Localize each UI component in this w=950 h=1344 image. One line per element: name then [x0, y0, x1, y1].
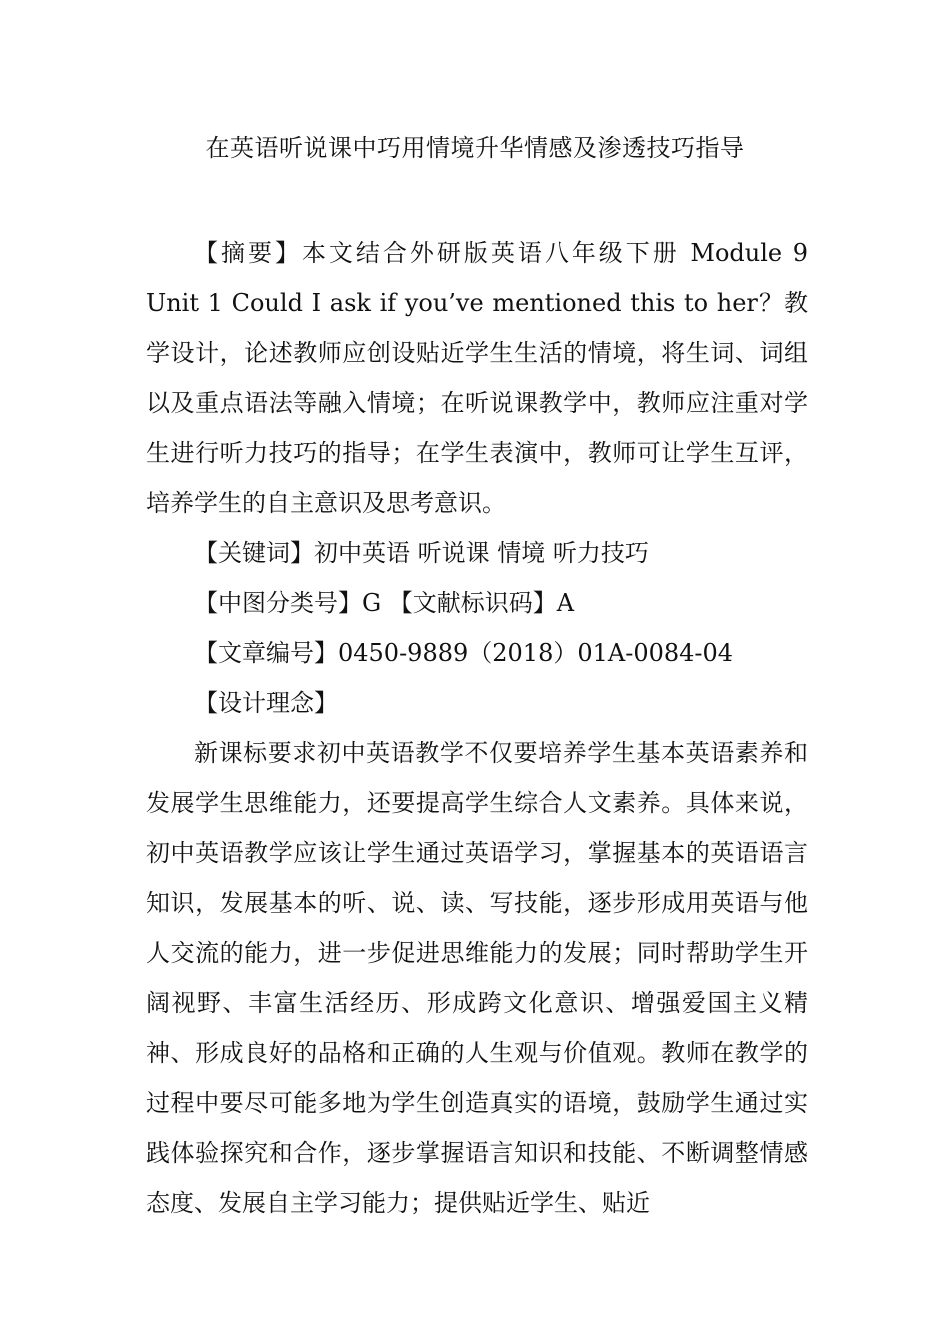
article-number-line: 【文章编号】0450-9889（2018）01A-0084-04: [194, 639, 734, 667]
keywords-line: 【关键词】初中英语 听说课 情境 听力技巧: [194, 539, 649, 567]
section-heading: 【设计理念】: [194, 689, 338, 717]
document-body: [146, 228, 808, 1228]
body-paragraph: 新课标要求初中英语教学不仅要培养学生基本英语素养和发展学生思维能力，还要提高学生综合人文素养。具体来说，初中英语教学应该让学生通过英语学习，掌握基本的英语语言知识，发展基本的听、说、读、写技能，逐步形成用英语与他人交流的能力，进一步促进思维能力的发展；同时帮助学生开阔视野、丰富生活经历、形成跨文化意识、增强爱国主义精神、形成良好的品格和正确的人生观与价值观。教师在教学的过程中要尽可能多地为学生创造真实的语境，鼓励学生通过实践体验探究和合作，逐步掌握语言知识和技能、不断调整情感态度、发展自主学习能力；提供贴近学生、贴近: [146, 739, 808, 1217]
document-title: 在英语听说课中巧用情境升华情感及渗透技巧指导: [205, 134, 745, 162]
abstract-paragraph: 【摘要】本文结合外研版英语八年级下册 Module 9 Unit 1 Could I ask if you’ve mentioned this to her？教学设计，论述教师应创设贴近学生生活的情境，将生词、词组以及重点语法等融入情境；在听说课教学中，教师应注重对学生进行听力技巧的指导；在学生表演中，教师可让学生互评，培养学生的自主意识及思考意识。: [146, 239, 808, 517]
classification-line: 【中图分类号】G 【文献标识码】A: [194, 589, 575, 617]
